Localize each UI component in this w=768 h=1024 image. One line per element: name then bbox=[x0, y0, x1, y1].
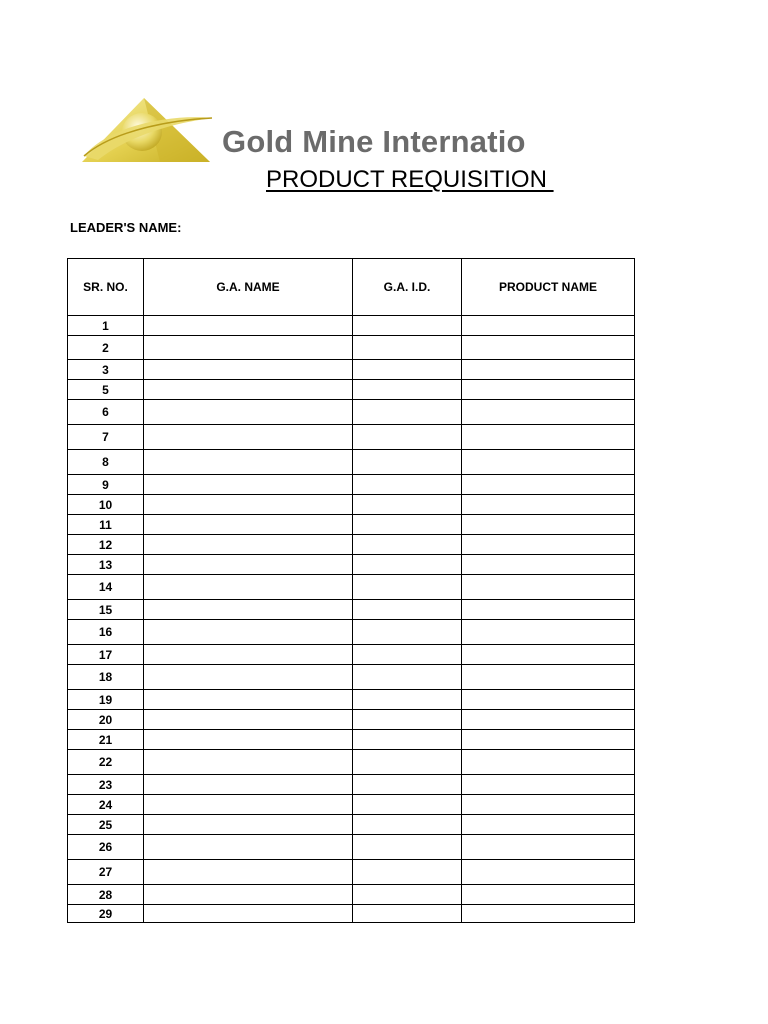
header-ga-id: G.A. I.D. bbox=[353, 259, 462, 316]
table-row bbox=[68, 575, 635, 600]
sr-no-cell: 23 bbox=[68, 775, 144, 795]
ga-name-cell[interactable] bbox=[144, 600, 353, 620]
product-name-cell[interactable] bbox=[462, 600, 635, 620]
sr-no-cell: 25 bbox=[68, 815, 144, 835]
sr-no-cell: 27 bbox=[68, 860, 144, 885]
ga-name-cell[interactable] bbox=[144, 835, 353, 860]
sr-no-cell: 11 bbox=[68, 515, 144, 535]
ga-id-cell[interactable] bbox=[353, 690, 462, 710]
ga-id-cell[interactable] bbox=[353, 815, 462, 835]
product-name-cell[interactable] bbox=[462, 336, 635, 360]
header-sr-no: SR. NO. bbox=[68, 259, 144, 316]
ga-name-cell[interactable] bbox=[144, 400, 353, 425]
ga-id-cell[interactable] bbox=[353, 475, 462, 495]
sr-no-cell: 9 bbox=[68, 475, 144, 495]
table-row bbox=[68, 600, 635, 620]
ga-id-cell[interactable] bbox=[353, 885, 462, 905]
product-name-cell[interactable] bbox=[462, 795, 635, 815]
product-name-cell[interactable] bbox=[462, 775, 635, 795]
logo-wordmark: Gold Mine Internatio bbox=[222, 124, 526, 159]
product-name-cell[interactable] bbox=[462, 535, 635, 555]
ga-name-cell[interactable] bbox=[144, 515, 353, 535]
sr-no-cell: 29 bbox=[68, 905, 144, 923]
sr-no-cell: 10 bbox=[68, 495, 144, 515]
sr-no-cell: 14 bbox=[68, 575, 144, 600]
product-name-cell[interactable] bbox=[462, 495, 635, 515]
ga-id-cell[interactable] bbox=[353, 425, 462, 450]
ga-name-cell[interactable] bbox=[144, 750, 353, 775]
ga-id-cell[interactable] bbox=[353, 336, 462, 360]
product-name-cell[interactable] bbox=[462, 620, 635, 645]
table-row bbox=[68, 336, 635, 360]
sr-no-cell: 20 bbox=[68, 710, 144, 730]
table-row bbox=[68, 316, 635, 336]
table-row bbox=[68, 515, 635, 535]
ga-name-cell[interactable] bbox=[144, 730, 353, 750]
sr-no-cell: 7 bbox=[68, 425, 144, 450]
ga-id-cell[interactable] bbox=[353, 400, 462, 425]
header-ga-name: G.A. NAME bbox=[144, 259, 353, 316]
ga-id-cell[interactable] bbox=[353, 600, 462, 620]
ga-name-cell[interactable] bbox=[144, 815, 353, 835]
ga-name-cell[interactable] bbox=[144, 690, 353, 710]
ga-id-cell[interactable] bbox=[353, 360, 462, 380]
product-name-cell[interactable] bbox=[462, 835, 635, 860]
ga-id-cell[interactable] bbox=[353, 316, 462, 336]
product-name-cell[interactable] bbox=[462, 555, 635, 575]
table-row bbox=[68, 835, 635, 860]
product-name-cell[interactable] bbox=[462, 425, 635, 450]
ga-name-cell[interactable] bbox=[144, 380, 353, 400]
ga-id-cell[interactable] bbox=[353, 710, 462, 730]
ga-name-cell[interactable] bbox=[144, 450, 353, 475]
product-name-cell[interactable] bbox=[462, 815, 635, 835]
product-name-cell[interactable] bbox=[462, 400, 635, 425]
product-name-cell[interactable] bbox=[462, 860, 635, 885]
ga-name-cell[interactable] bbox=[144, 905, 353, 923]
table-row bbox=[68, 645, 635, 665]
ga-id-cell[interactable] bbox=[353, 860, 462, 885]
product-name-cell[interactable] bbox=[462, 316, 635, 336]
table-row bbox=[68, 730, 635, 750]
ga-name-cell[interactable] bbox=[144, 775, 353, 795]
ga-id-cell[interactable] bbox=[353, 730, 462, 750]
ga-name-cell[interactable] bbox=[144, 475, 353, 495]
sr-no-cell: 18 bbox=[68, 665, 144, 690]
table-row bbox=[68, 450, 635, 475]
ga-name-cell[interactable] bbox=[144, 885, 353, 905]
product-name-cell[interactable] bbox=[462, 475, 635, 495]
product-name-cell[interactable] bbox=[462, 750, 635, 775]
product-name-cell[interactable] bbox=[462, 380, 635, 400]
ga-id-cell[interactable] bbox=[353, 905, 462, 923]
ga-name-cell[interactable] bbox=[144, 555, 353, 575]
table-row bbox=[68, 380, 635, 400]
sr-no-cell: 19 bbox=[68, 690, 144, 710]
ga-id-cell[interactable] bbox=[353, 665, 462, 690]
ga-id-cell[interactable] bbox=[353, 775, 462, 795]
ga-id-cell[interactable] bbox=[353, 380, 462, 400]
product-name-cell[interactable] bbox=[462, 905, 635, 923]
ga-name-cell[interactable] bbox=[144, 645, 353, 665]
sr-no-cell: 2 bbox=[68, 336, 144, 360]
table-row bbox=[68, 475, 635, 495]
ga-id-cell[interactable] bbox=[353, 535, 462, 555]
ga-name-cell[interactable] bbox=[144, 360, 353, 380]
sr-no-cell: 13 bbox=[68, 555, 144, 575]
ga-id-cell[interactable] bbox=[353, 575, 462, 600]
ga-name-cell[interactable] bbox=[144, 795, 353, 815]
sr-no-cell: 8 bbox=[68, 450, 144, 475]
ga-name-cell[interactable] bbox=[144, 535, 353, 555]
table-row bbox=[68, 775, 635, 795]
ga-id-cell[interactable] bbox=[353, 450, 462, 475]
sr-no-cell: 21 bbox=[68, 730, 144, 750]
product-name-cell[interactable] bbox=[462, 730, 635, 750]
table-row bbox=[68, 665, 635, 690]
ga-name-cell[interactable] bbox=[144, 425, 353, 450]
ga-id-cell[interactable] bbox=[353, 620, 462, 645]
sr-no-cell: 16 bbox=[68, 620, 144, 645]
sr-no-cell: 5 bbox=[68, 380, 144, 400]
table-row bbox=[68, 555, 635, 575]
table-row bbox=[68, 905, 635, 923]
ga-name-cell[interactable] bbox=[144, 860, 353, 885]
product-name-cell[interactable] bbox=[462, 690, 635, 710]
sr-no-cell: 28 bbox=[68, 885, 144, 905]
ga-name-cell[interactable] bbox=[144, 710, 353, 730]
table-row bbox=[68, 360, 635, 380]
product-name-cell[interactable] bbox=[462, 515, 635, 535]
page-title: PRODUCT REQUISITION bbox=[266, 166, 554, 193]
header-product-name: PRODUCT NAME bbox=[462, 259, 635, 316]
product-name-cell[interactable] bbox=[462, 710, 635, 730]
table-row bbox=[68, 400, 635, 425]
table-row bbox=[68, 690, 635, 710]
sr-no-cell: 26 bbox=[68, 835, 144, 860]
product-name-cell[interactable] bbox=[462, 450, 635, 475]
table-row bbox=[68, 620, 635, 645]
pyramid-logo-icon bbox=[80, 96, 220, 164]
ga-id-cell[interactable] bbox=[353, 515, 462, 535]
ga-id-cell[interactable] bbox=[353, 795, 462, 815]
ga-id-cell[interactable] bbox=[353, 835, 462, 860]
ga-name-cell[interactable] bbox=[144, 620, 353, 645]
requisition-table bbox=[67, 258, 635, 923]
sr-no-cell: 6 bbox=[68, 400, 144, 425]
leader-name-label: LEADER'S NAME: bbox=[70, 220, 182, 235]
ga-id-cell[interactable] bbox=[353, 750, 462, 775]
ga-id-cell[interactable] bbox=[353, 495, 462, 515]
sr-no-cell: 1 bbox=[68, 316, 144, 336]
product-name-cell[interactable] bbox=[462, 665, 635, 690]
sr-no-cell: 3 bbox=[68, 360, 144, 380]
product-name-cell[interactable] bbox=[462, 645, 635, 665]
table-row bbox=[68, 535, 635, 555]
table-row bbox=[68, 860, 635, 885]
ga-name-cell[interactable] bbox=[144, 665, 353, 690]
product-name-cell[interactable] bbox=[462, 885, 635, 905]
table-header-row bbox=[68, 259, 635, 316]
sr-no-cell: 12 bbox=[68, 535, 144, 555]
sr-no-cell: 17 bbox=[68, 645, 144, 665]
product-name-cell[interactable] bbox=[462, 360, 635, 380]
table-row bbox=[68, 710, 635, 730]
table-row bbox=[68, 815, 635, 835]
sr-no-cell: 15 bbox=[68, 600, 144, 620]
table-row bbox=[68, 885, 635, 905]
table-body bbox=[68, 316, 635, 923]
ga-name-cell[interactable] bbox=[144, 336, 353, 360]
ga-id-cell[interactable] bbox=[353, 645, 462, 665]
table-row bbox=[68, 750, 635, 775]
product-name-cell[interactable] bbox=[462, 575, 635, 600]
sr-no-cell: 24 bbox=[68, 795, 144, 815]
company-logo bbox=[80, 96, 634, 164]
ga-name-cell[interactable] bbox=[144, 316, 353, 336]
ga-name-cell[interactable] bbox=[144, 575, 353, 600]
table-row bbox=[68, 795, 635, 815]
sr-no-cell: 22 bbox=[68, 750, 144, 775]
ga-id-cell[interactable] bbox=[353, 555, 462, 575]
table-row bbox=[68, 495, 635, 515]
ga-name-cell[interactable] bbox=[144, 495, 353, 515]
table-row bbox=[68, 425, 635, 450]
